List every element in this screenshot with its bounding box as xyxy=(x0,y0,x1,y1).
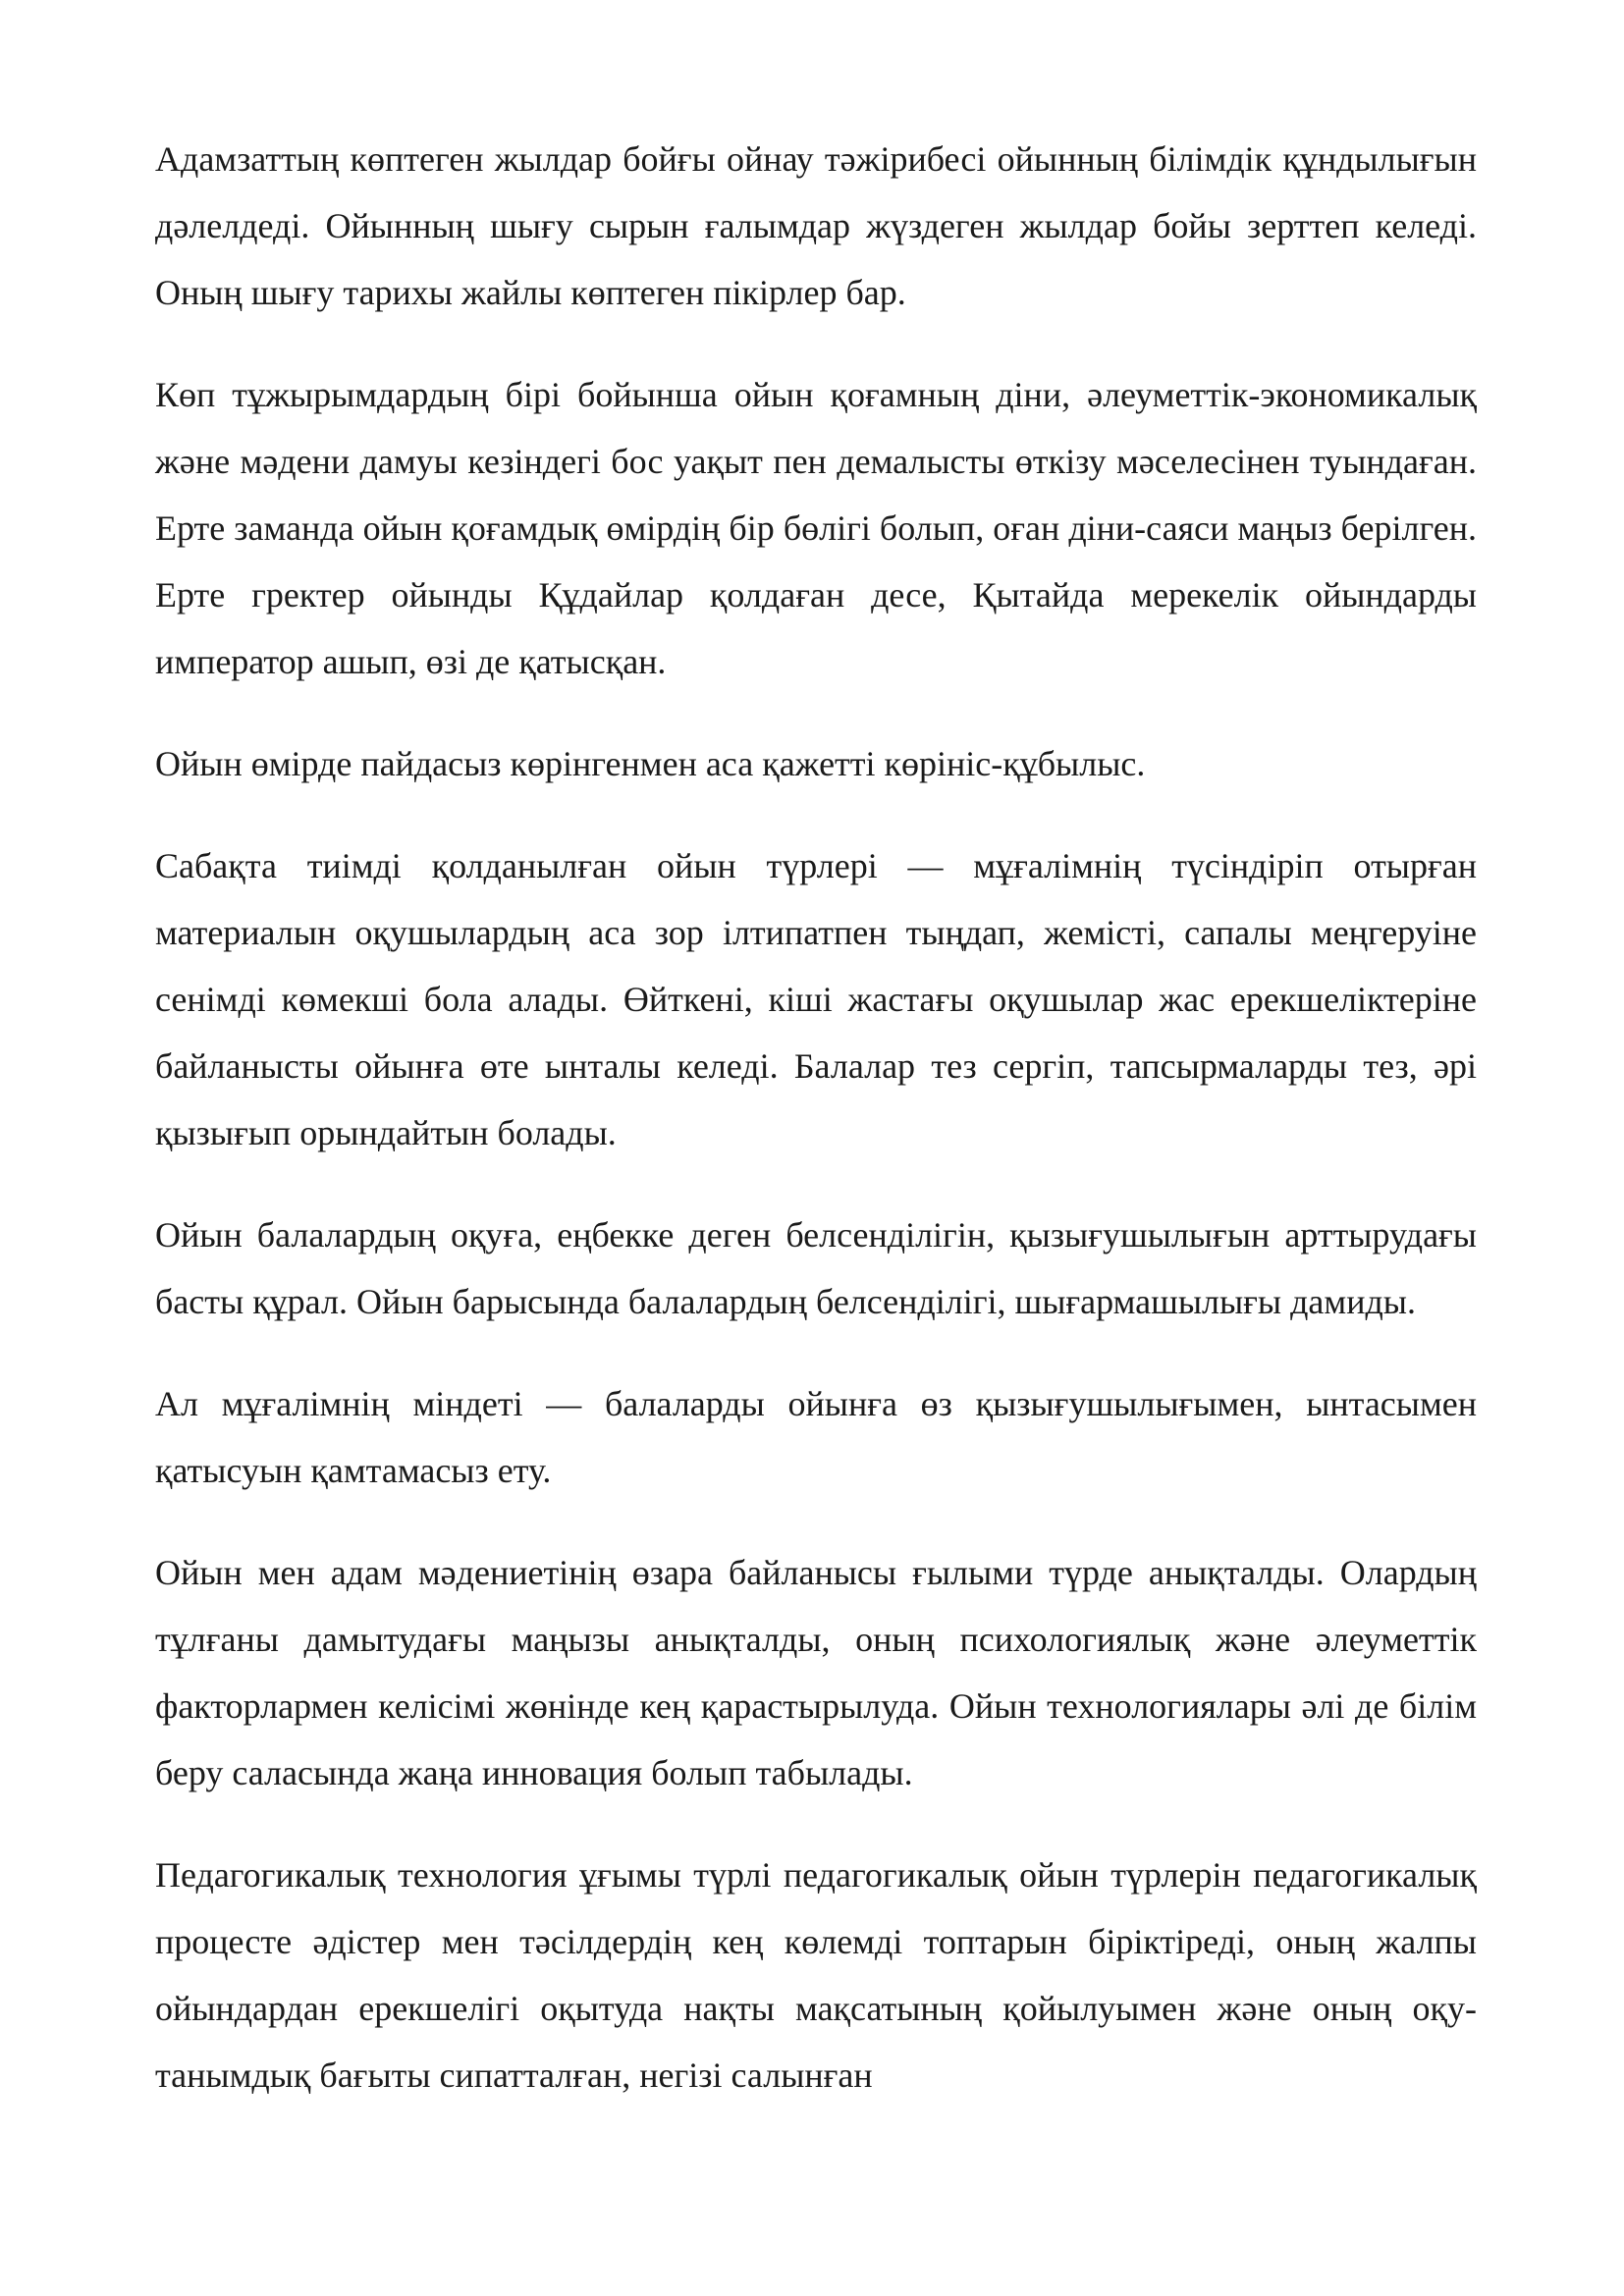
paragraph-7: Ойын мен адам мәдениетінің өзара байланысы ғылыми түрде анықталды. Олардың тұлғаны дамытудағы маңызы анықталды, оның психологиялық және әлеуметтік факторлармен келісімі жөнінде кең қарастырылуда. Ойын технологиялары әлі де білім беру саласында жаңа инновация болып табылады. xyxy=(155,1553,1477,1792)
paragraph-3: Ойын өмірде пайдасыз көрінгенмен аса қажетті көрініс-құбылыс. xyxy=(155,744,1146,783)
paragraph-4: Сабақта тиімді қолданылған ойын түрлері — мұғалімнің түсіндіріп отырған материалын оқушылардың аса зор ілтипатпен тыңдап, жемісті, сапалы меңгеруіне сенімді көмекші бола алады. Өйткені, кіші жастағы оқушылар жас ерекшеліктеріне байланысты ойынға өте ынталы келеді. Балалар тез сергіп, тапсырмаларды тез, әрі қызығып орындайтын болады. xyxy=(155,846,1477,1152)
paragraph-6: Ал мұғалімнің міндеті — балаларды ойынға өз қызығушылығымен, ынтасымен қатысуын қамтамасыз ету. xyxy=(155,1384,1477,1490)
paragraph-2: Көп тұжырымдардың бірі бойынша ойын қоғамның діни, әлеуметтік-экономикалық және мәдени дамуы кезіндегі бос уақыт пен демалысты өткізу мәселесінен туындаған. Ерте заманда ойын қоғамдық өмірдің бір бөлігі болып, оған діни-саяси маңыз берілген. Ерте гректер ойынды Құдайлар қолдаған десе, Қытайда мерекелік ойындарды император ашып, өзі де қатысқан. xyxy=(155,375,1477,681)
document-page xyxy=(155,126,1477,2109)
paragraph-8: Педагогикалық технология ұғымы түрлі педагогикалық ойын түрлерін педагогикалық процесте әдістер мен тәсілдердің кең көлемді топтарын біріктіреді, оның жалпы ойындардан ерекшелігі оқытуда нақты мақсатының қойылуымен және оның оқу-танымдық бағыты сипатталған, негізі салынған xyxy=(155,1855,1477,2095)
paragraph-5: Ойын балалардың оқуға, еңбекке деген белсенділігін, қызығушылығын арттырудағы басты құрал. Ойын барысында балалардың белсенділігі, шығармашылығы дамиды. xyxy=(155,1215,1477,1321)
paragraph-1: Адамзаттың көптеген жылдар бойғы ойнау тәжірибесі ойынның білімдік құндылығын дәлелдеді. Ойынның шығу сырын ғалымдар жүздеген жылдар бойы зерттеп келеді. Оның шығу тарихы жайлы көптеген пікірлер бар. xyxy=(155,139,1477,312)
